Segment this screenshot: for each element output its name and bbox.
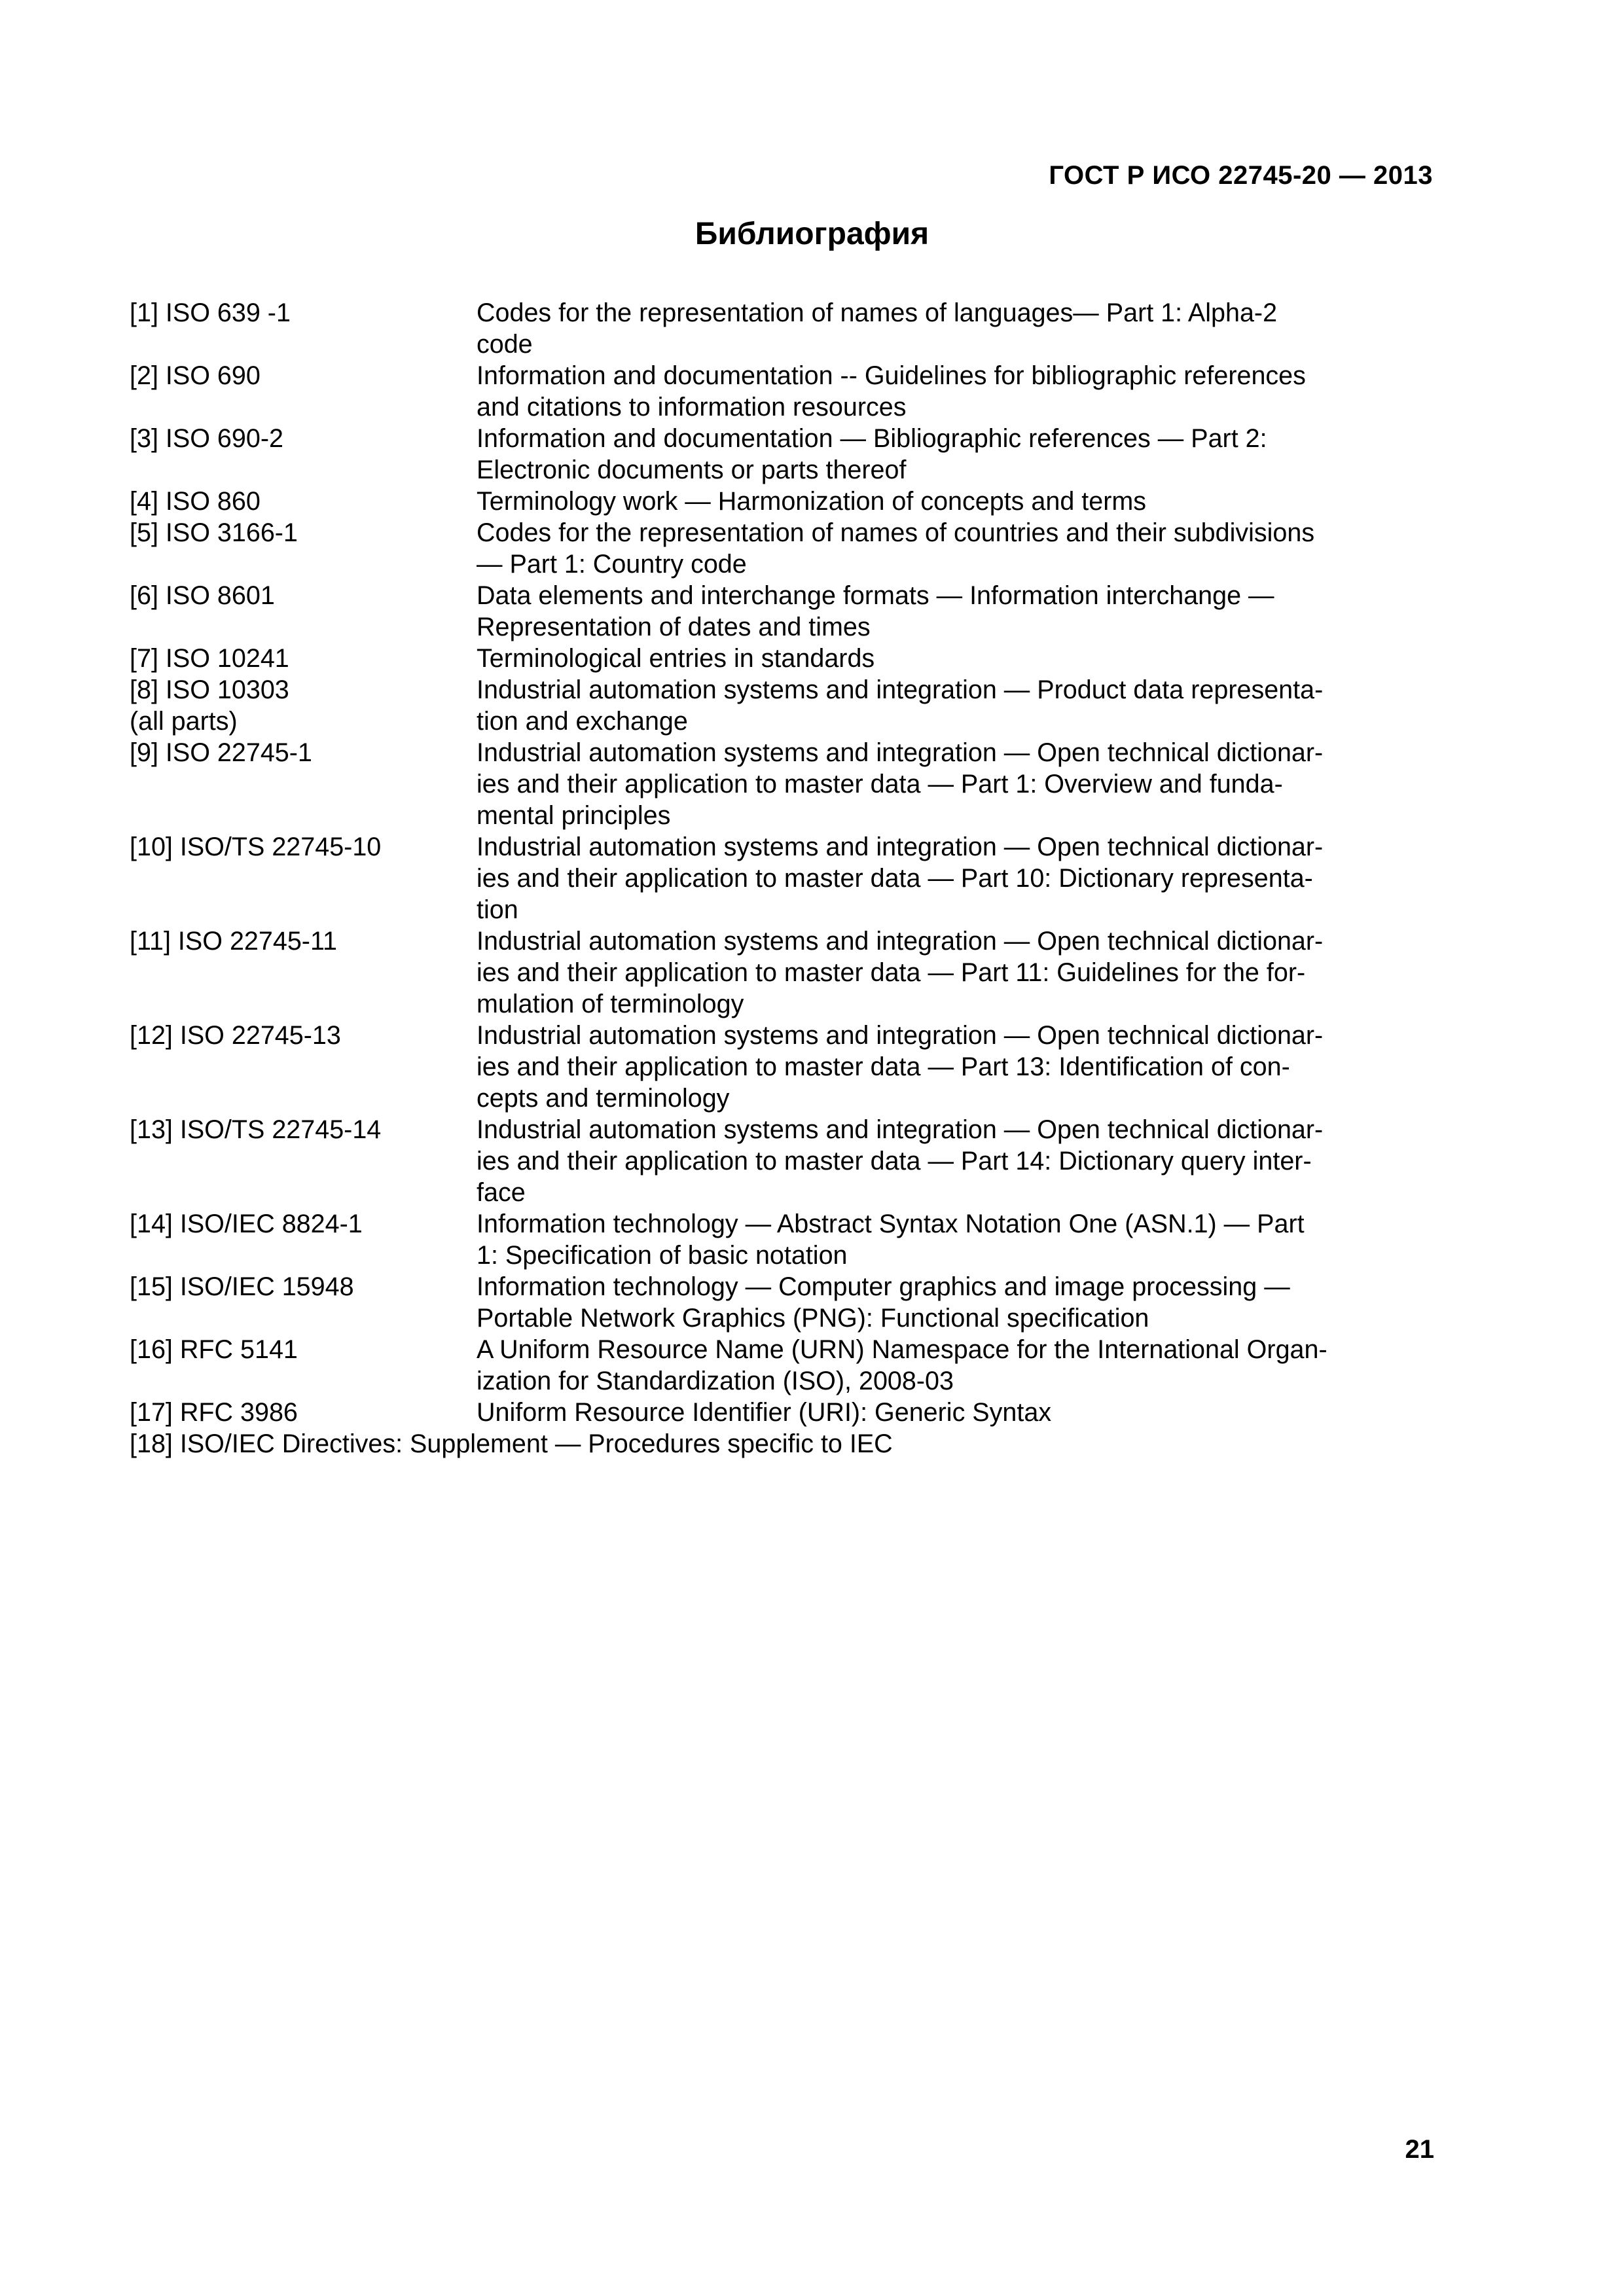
- entry-description-line: tion: [477, 895, 518, 924]
- entry-description: [477, 737, 1373, 831]
- entry-description-line: Industrial automation systems and integration — Open technical dictionar-: [477, 833, 1324, 861]
- entry-description: [477, 1397, 1373, 1428]
- entry-description-line: ies and their application to master data — Part 10: Dictionary representa-: [477, 864, 1313, 893]
- bibliography-title: Библиография: [695, 217, 929, 251]
- entry-description-line: face: [477, 1178, 526, 1207]
- bibliography-entry: [130, 643, 1373, 674]
- entry-description: [477, 297, 1373, 360]
- entry-reference-line: [8] ISO 10303: [130, 675, 289, 704]
- entry-reference: [130, 423, 477, 486]
- bibliography-entry: [130, 580, 1373, 643]
- entry-description: [477, 423, 1373, 486]
- bibliography-entry: [130, 925, 1373, 1020]
- entry-reference: [130, 737, 477, 831]
- entry-reference: [130, 643, 477, 674]
- entry-description-line: Codes for the representation of names of languages— Part 1: Alpha-2: [477, 298, 1278, 327]
- entry-reference: [130, 486, 477, 517]
- entry-reference-line: [14] ISO/IEC 8824-1: [130, 1210, 363, 1238]
- entry-description-line: Information and documentation -- Guidelines for bibliographic references: [477, 361, 1306, 390]
- bibliography-entry: [130, 1397, 1373, 1428]
- bibliography-entry: [130, 1208, 1373, 1271]
- entry-description: [477, 643, 1373, 674]
- entry-reference-line: [13] ISO/TS 22745-14: [130, 1115, 382, 1144]
- entry-description: [477, 580, 1373, 643]
- entry-reference: [130, 297, 477, 360]
- entry-reference-line: [16] RFC 5141: [130, 1335, 298, 1364]
- entry-reference-line: (all parts): [130, 707, 238, 736]
- entry-reference-line: [4] ISO 860: [130, 487, 261, 516]
- entry-reference-line: [2] ISO 690: [130, 361, 261, 390]
- entry-reference-line: [5] ISO 3166-1: [130, 518, 298, 547]
- entry-reference-line: [11] ISO 22745-11: [130, 927, 337, 956]
- entry-reference: [130, 925, 477, 1020]
- bibliography-entry: [18] ISO/IEC Directives: Supplement — Procedures specific to IEC: [130, 1429, 893, 1458]
- entry-description-line: 1: Specification of basic notation: [477, 1241, 848, 1270]
- entry-reference: [130, 1020, 477, 1114]
- bibliography-entry: [130, 1114, 1373, 1208]
- entry-description-line: mental principles: [477, 801, 671, 830]
- entry-reference: [130, 517, 477, 580]
- entry-description-line: ies and their application to master data — Part 14: Dictionary query inter-: [477, 1147, 1312, 1175]
- entry-description-line: Industrial automation systems and integration — Open technical dictionar-: [477, 1115, 1324, 1144]
- bibliography-entry: [130, 1020, 1373, 1114]
- entry-description-line: A Uniform Resource Name (URN) Namespace for the International Organ-: [477, 1335, 1327, 1364]
- entry-description-line: — Part 1: Country code: [477, 550, 747, 579]
- entry-description-line: Electronic documents or parts thereof: [477, 456, 907, 484]
- entry-description-line: Industrial automation systems and integration — Open technical dictionar-: [477, 738, 1324, 767]
- entry-description-line: mulation of terminology: [477, 990, 744, 1018]
- entry-description: [477, 925, 1373, 1020]
- entry-description: [477, 1114, 1373, 1208]
- entry-description: [477, 1020, 1373, 1114]
- bibliography-list: [130, 297, 1373, 1460]
- entry-description-line: Information technology — Abstract Syntax Notation One (ASN.1) — Part: [477, 1210, 1305, 1238]
- entry-reference: [130, 1208, 477, 1271]
- entry-description-line: Industrial automation systems and integration — Product data representa-: [477, 675, 1324, 704]
- entry-description-line: Information and documentation — Bibliographic references — Part 2:: [477, 424, 1267, 453]
- entry-reference-line: [10] ISO/TS 22745-10: [130, 833, 382, 861]
- bibliography-entry: [130, 831, 1373, 925]
- entry-description-line: tion and exchange: [477, 707, 688, 736]
- bibliography-entry: [130, 1334, 1373, 1397]
- entry-description-line: Terminological entries in standards: [477, 644, 875, 673]
- bibliography-entry: [130, 423, 1373, 486]
- entry-reference: [130, 1397, 477, 1428]
- entry-reference-line: [7] ISO 10241: [130, 644, 289, 673]
- entry-reference-line: [1] ISO 639 -1: [130, 298, 291, 327]
- entry-description-line: Codes for the representation of names of countries and their subdivisions: [477, 518, 1315, 547]
- entry-description: [477, 831, 1373, 925]
- entry-description-line: Industrial automation systems and integration — Open technical dictionar-: [477, 1021, 1324, 1050]
- page-number: 21: [1405, 2135, 1434, 2164]
- entry-reference: [130, 1334, 477, 1397]
- entry-reference-line: [12] ISO 22745-13: [130, 1021, 341, 1050]
- bibliography-entry: [130, 1271, 1373, 1334]
- entry-description-line: ies and their application to master data — Part 1: Overview and funda-: [477, 770, 1283, 798]
- entry-description: [477, 1208, 1373, 1271]
- entry-description: [477, 517, 1373, 580]
- entry-reference: [130, 580, 477, 643]
- entry-reference: [130, 360, 477, 423]
- bibliography-entry: [130, 737, 1373, 831]
- entry-description-line: Uniform Resource Identifier (URI): Generic Syntax: [477, 1398, 1052, 1427]
- entry-reference: [130, 674, 477, 737]
- entry-reference: [130, 831, 477, 925]
- entry-reference-line: [17] RFC 3986: [130, 1398, 298, 1427]
- entry-description-line: and citations to information resources: [477, 393, 907, 422]
- entry-reference-line: [6] ISO 8601: [130, 581, 275, 610]
- entry-description-line: Industrial automation systems and integration — Open technical dictionar-: [477, 927, 1324, 956]
- entry-reference-line: [15] ISO/IEC 15948: [130, 1272, 354, 1301]
- entry-description-line: Representation of dates and times: [477, 613, 871, 641]
- bibliography-entry: [130, 674, 1373, 737]
- entry-description-line: cepts and terminology: [477, 1084, 730, 1113]
- entry-description-line: code: [477, 330, 533, 359]
- entry-description-line: ies and their application to master data — Part 13: Identification of con-: [477, 1052, 1290, 1081]
- entry-description: [477, 360, 1373, 423]
- entry-description: [477, 486, 1373, 517]
- entry-description-line: Portable Network Graphics (PNG): Functional specification: [477, 1304, 1149, 1333]
- entry-description: [477, 674, 1373, 737]
- bibliography-entry: [130, 517, 1373, 580]
- entry-description-line: ization for Standardization (ISO), 2008-03: [477, 1367, 954, 1395]
- bibliography-entry: [130, 486, 1373, 517]
- bibliography-entry: [130, 360, 1373, 423]
- entry-reference-line: [9] ISO 22745-1: [130, 738, 312, 767]
- entry-reference-line: [3] ISO 690-2: [130, 424, 283, 453]
- entry-description-line: Data elements and interchange formats — Information interchange —: [477, 581, 1274, 610]
- entry-description-line: Information technology — Computer graphics and image processing —: [477, 1272, 1290, 1301]
- entry-description-line: Terminology work — Harmonization of concepts and terms: [477, 487, 1147, 516]
- entry-reference: [130, 1114, 477, 1208]
- document-header: ГОСТ Р ИСО 22745-20 — 2013: [1049, 161, 1433, 190]
- entry-description-line: ies and their application to master data — Part 11: Guidelines for the for-: [477, 958, 1306, 987]
- entry-reference: [130, 1271, 477, 1334]
- entry-description: [477, 1334, 1373, 1397]
- bibliography-entry: [130, 297, 1373, 360]
- entry-description: [477, 1271, 1373, 1334]
